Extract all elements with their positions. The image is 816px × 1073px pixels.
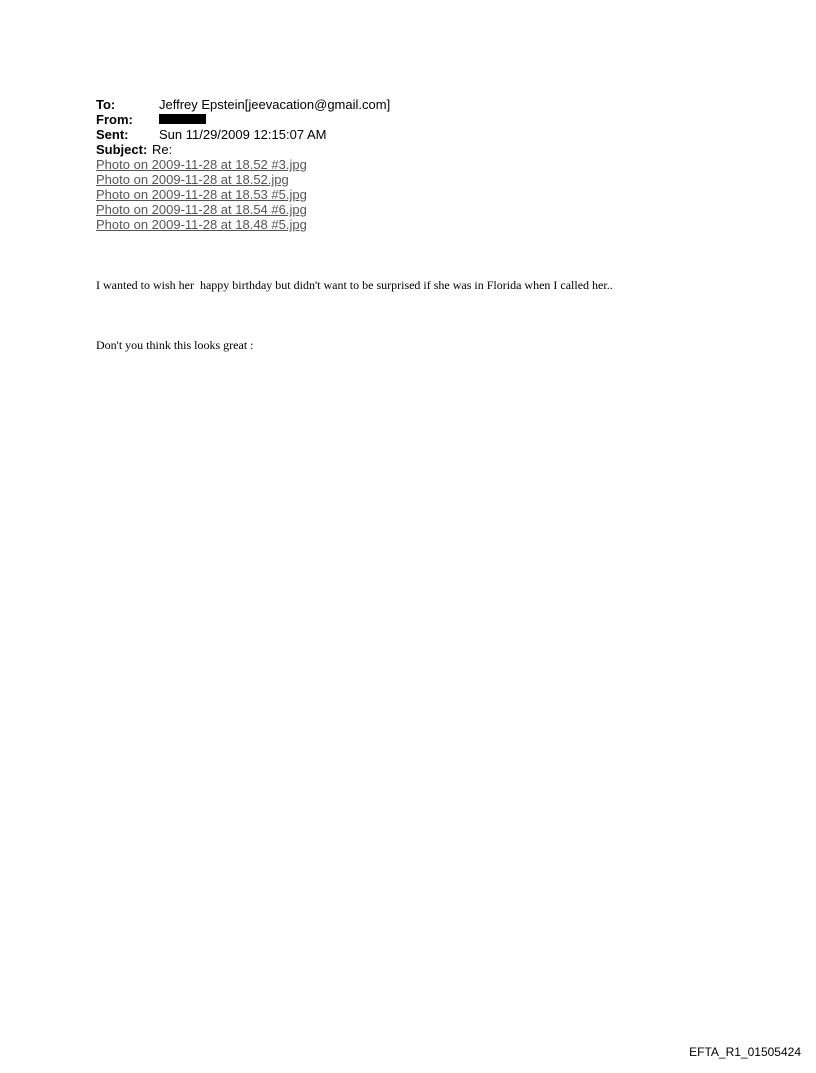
document-id: EFTA_R1_01505424 — [689, 1045, 801, 1059]
from-label: From: — [96, 112, 133, 127]
to-value: Jeffrey Epstein[jeevacation@gmail.com] — [159, 97, 391, 112]
attachment-link[interactable]: Photo on 2009-11-28 at 18.48 #5.jpg — [96, 217, 307, 232]
to-row — [96, 97, 390, 112]
sent-row — [96, 127, 390, 142]
email-header — [96, 97, 390, 232]
attachment-link[interactable]: Photo on 2009-11-28 at 18.54 #6.jpg — [96, 202, 307, 217]
subject-label: Subject: — [96, 142, 148, 157]
body-paragraph: Don't you think this looks great : — [96, 338, 254, 352]
to-label: To: — [96, 97, 116, 112]
sent-value: Sun 11/29/2009 12:15:07 AM — [159, 127, 327, 142]
attachment-list — [96, 157, 390, 232]
redaction-box — [159, 114, 206, 124]
email-body — [96, 248, 613, 383]
subject-row — [96, 142, 390, 157]
sent-label: Sent: — [96, 127, 129, 142]
attachment-link[interactable]: Photo on 2009-11-28 at 18.53 #5.jpg — [96, 187, 307, 202]
attachment-link[interactable]: Photo on 2009-11-28 at 18.52 #3.jpg — [96, 157, 307, 172]
attachment-link[interactable]: Photo on 2009-11-28 at 18.52.jpg — [96, 172, 289, 187]
subject-value: Re: — [152, 142, 173, 157]
from-row — [96, 112, 390, 127]
body-paragraph: I wanted to wish her happy birthday but didn't want to be surprised if she was in Florida when I called her.. — [96, 278, 613, 292]
